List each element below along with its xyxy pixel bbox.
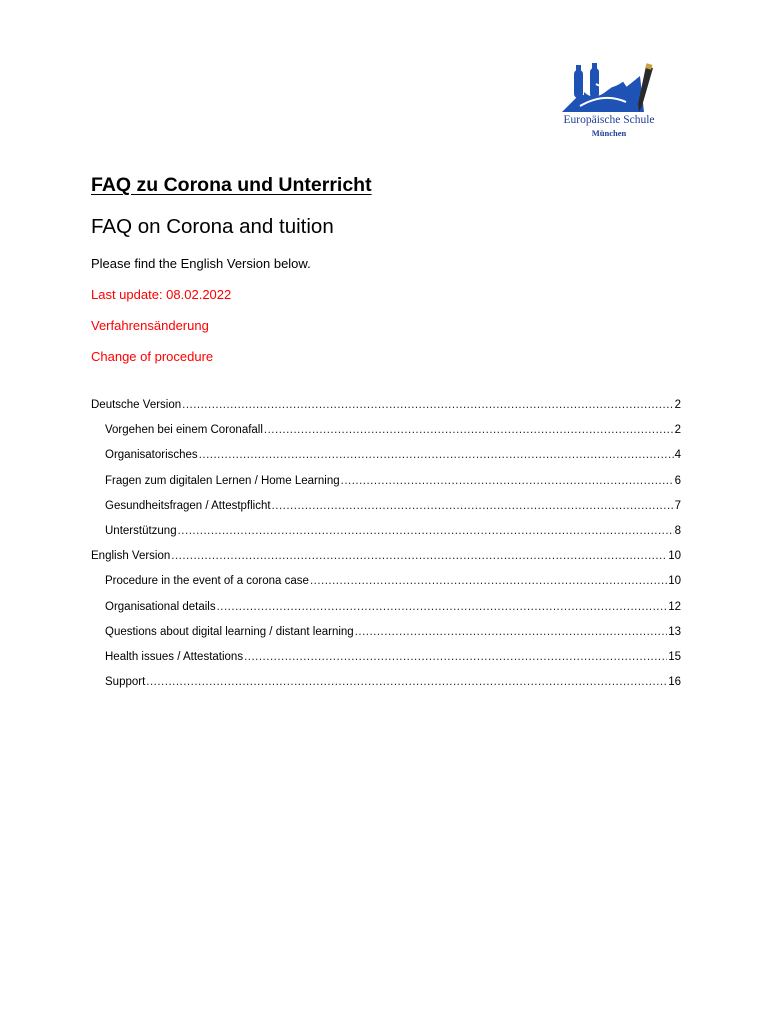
toc-entry-page: 13 — [668, 625, 681, 638]
toc-entry-page: 15 — [668, 650, 681, 663]
toc-entry-page: 10 — [668, 575, 681, 588]
toc-entry-page: 2 — [674, 424, 681, 437]
toc-entry[interactable] — [91, 622, 681, 647]
toc-entry-label: Unterstützung — [105, 524, 177, 537]
toc-leader-dots — [182, 395, 673, 415]
school-city: München — [591, 128, 627, 138]
toc-entry-label: Procedure in the event of a corona case — [105, 575, 309, 588]
school-logo — [556, 62, 666, 142]
school-logo-icon — [560, 62, 662, 114]
toc-entry-label: Support — [105, 676, 146, 689]
toc-leader-dots — [341, 471, 674, 491]
toc-entry[interactable] — [91, 420, 681, 445]
procedure-change-en: Change of procedure — [91, 349, 214, 364]
toc-entry-page: 4 — [674, 449, 681, 462]
toc-leader-dots — [217, 597, 668, 617]
toc-entry[interactable] — [91, 672, 681, 697]
school-name: Europäische Schule — [563, 114, 655, 126]
toc-leader-dots — [310, 571, 667, 591]
toc-entry[interactable] — [91, 647, 681, 672]
toc-entry-label: Gesundheitsfragen / Attestpflicht — [105, 499, 271, 512]
toc-entry-label: Questions about digital learning / distant learning — [105, 625, 354, 638]
toc-entry-label: Organisatorisches — [105, 449, 198, 462]
toc-leader-dots — [264, 420, 674, 440]
title-german: FAQ zu Corona und Unterricht — [91, 174, 372, 196]
toc-entry[interactable] — [91, 521, 681, 546]
toc-entry-page: 12 — [668, 600, 681, 613]
toc-leader-dots — [171, 546, 667, 566]
toc-entry-page: 16 — [668, 676, 681, 689]
toc-leader-dots — [272, 496, 674, 516]
toc-leader-dots — [199, 445, 674, 465]
toc-entry-page: 2 — [674, 399, 681, 411]
title-english: FAQ on Corona and tuition — [91, 215, 334, 238]
toc-entry-label: English Version — [91, 550, 171, 563]
toc-entry-label: Health issues / Attestations — [105, 650, 244, 663]
toc-entry[interactable] — [91, 471, 681, 496]
toc-leader-dots — [244, 647, 667, 667]
toc-entry-label: Deutsche Version — [91, 399, 182, 411]
toc-entry-page: 8 — [674, 524, 681, 537]
last-update-notice: Last update: 08.02.2022 — [91, 287, 232, 302]
toc-entry-label: Fragen zum digitalen Lernen / Home Learning — [105, 474, 340, 487]
toc-entry-label: Organisational details — [105, 600, 216, 613]
toc-entry[interactable] — [91, 445, 681, 470]
toc-entry[interactable] — [91, 597, 681, 622]
intro-text: Please find the English Version below. — [91, 256, 311, 271]
toc-leader-dots — [146, 672, 667, 692]
toc-leader-dots — [355, 622, 668, 642]
toc-entry-page: 7 — [674, 499, 681, 512]
toc-entry-page: 10 — [668, 550, 681, 563]
toc-entry-page: 6 — [674, 474, 681, 487]
toc-entry-label: Vorgehen bei einem Coronafall — [105, 424, 263, 437]
toc-leader-dots — [178, 521, 674, 541]
toc-entry[interactable] — [91, 496, 681, 521]
toc-entry[interactable] — [91, 571, 681, 596]
toc-entry[interactable] — [91, 395, 681, 420]
table-of-contents — [91, 395, 681, 697]
toc-entry[interactable] — [91, 546, 681, 571]
procedure-change-de: Verfahrensänderung — [91, 318, 209, 333]
